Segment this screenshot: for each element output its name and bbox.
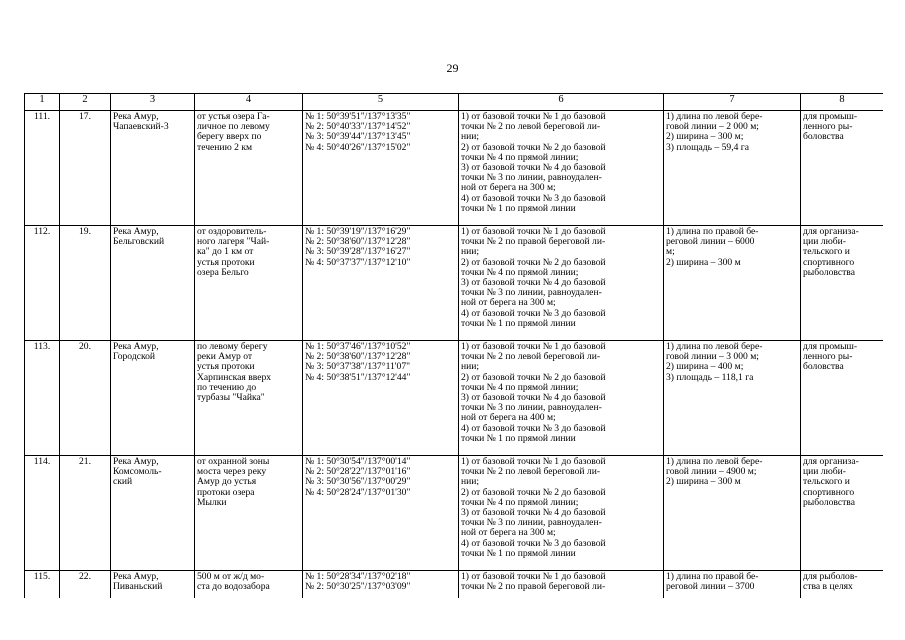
- text-line: 2) ширина – 300 м: [666, 477, 741, 488]
- text-line: нии;: [461, 362, 480, 373]
- text-line: для рыболов-: [803, 572, 858, 582]
- text-line: ский: [113, 477, 133, 488]
- text-line: 4) от базовой точки № 3 до базовой: [461, 193, 606, 204]
- text-line: ста до водозабора: [197, 582, 270, 593]
- text-line: ной от берега на 300 м;: [461, 298, 556, 309]
- column-header: 5: [303, 94, 459, 111]
- text-line: 1) от базовой точки № 1 до базовой: [461, 457, 606, 467]
- coordinates-cell: [303, 341, 459, 456]
- column-header: 8: [801, 94, 884, 111]
- site-number-cell: 21.: [60, 456, 111, 571]
- purpose-cell: [801, 341, 884, 456]
- text-line: № 3: 50°30'56"/137°00'29": [305, 477, 411, 488]
- column-header: 6: [459, 94, 664, 111]
- header-row: [25, 94, 884, 111]
- row-number-cell: 113.: [25, 341, 60, 456]
- purpose-cell: [801, 456, 884, 571]
- text-line: точки № 1 по прямой линии: [461, 318, 576, 329]
- text-line: № 2: 50°40'33"/137°14'52": [305, 122, 411, 133]
- text-line: Чапаевский-3: [113, 122, 169, 133]
- text-line: 4) от базовой точки № 3 до базовой: [461, 308, 606, 319]
- row-number-cell: 112.: [25, 226, 60, 341]
- text-line: ной от берега на 300 м;: [461, 528, 556, 539]
- boundaries-cell: [459, 111, 664, 226]
- text-line: Река Амур,: [113, 112, 159, 122]
- text-line: ной от берега на 400 м;: [461, 413, 556, 424]
- text-line: Река Амур,: [113, 227, 159, 237]
- table-row: [25, 571, 884, 599]
- table-row: [25, 226, 884, 341]
- text-line: Амур до устья: [197, 477, 257, 488]
- text-line: точки № 2 по правой береговой ли-: [461, 582, 606, 593]
- text-line: точки № 4 по прямой линии;: [461, 152, 579, 163]
- column-header: 4: [195, 94, 303, 111]
- text-line: 3) от базовой точки № 4 до базовой: [461, 163, 606, 174]
- text-line: от охранной зоны: [197, 457, 270, 467]
- fishing-sites-table: [24, 93, 883, 598]
- text-line: протоки озера: [197, 487, 255, 498]
- text-line: ленного ры-: [803, 122, 853, 133]
- text-line: устья протоки: [197, 257, 255, 268]
- text-line: ции люби-: [803, 467, 846, 478]
- text-line: тельского и: [803, 477, 850, 488]
- text-line: точки № 1 по прямой линии: [461, 203, 576, 214]
- text-line: № 4: 50°38'51"/137°12'44": [305, 372, 411, 383]
- column-header: 1: [25, 94, 60, 111]
- text-line: для организа-: [803, 227, 859, 237]
- coordinates-cell: [303, 111, 459, 226]
- text-line: 2) ширина – 400 м;: [666, 362, 744, 373]
- text-line: точки № 3 по линии, равноудален-: [461, 288, 602, 299]
- text-line: точки № 4 по прямой линии;: [461, 382, 579, 393]
- text-line: рыболовства: [803, 497, 855, 508]
- text-line: 3) площадь – 118,1 га: [666, 372, 754, 383]
- text-line: 1) от базовой точки № 1 до базовой: [461, 342, 606, 352]
- site-number-cell: 20.: [60, 341, 111, 456]
- dimensions-cell: [664, 341, 801, 456]
- coordinates-cell: [303, 226, 459, 341]
- text-line: спортивного: [803, 257, 855, 268]
- text-line: для промыш-: [803, 342, 858, 352]
- text-line: 2) от базовой точки № 2 до базовой: [461, 257, 606, 268]
- coordinates-cell: [303, 571, 459, 599]
- text-line: по левому берегу: [197, 342, 268, 352]
- site-name-cell: [111, 111, 195, 226]
- text-line: № 4: 50°37'37"/137°12'10": [305, 257, 411, 268]
- text-line: точки № 2 по правой береговой ли-: [461, 237, 606, 248]
- dimensions-cell: [664, 571, 801, 599]
- page-number: 29: [446, 61, 459, 75]
- text-line: берегу вверх по: [197, 132, 262, 143]
- text-line: точки № 4 по прямой линии;: [461, 497, 579, 508]
- text-line: точки № 3 по линии, равноудален-: [461, 173, 602, 184]
- text-line: говой линии – 3 000 м;: [666, 352, 759, 363]
- text-line: 3) площадь – 59,4 га: [666, 142, 749, 153]
- text-line: ка" до 1 км от: [197, 247, 254, 258]
- purpose-cell: [801, 226, 884, 341]
- row-number-cell: 111.: [25, 111, 60, 226]
- text-line: точки № 2 по левой береговой ли-: [461, 122, 601, 133]
- column-header: 7: [664, 94, 801, 111]
- boundaries-cell: [459, 226, 664, 341]
- text-line: турбазы "Чайка": [197, 393, 265, 404]
- text-line: № 3: 50°39'28"/137°16'27": [305, 247, 411, 258]
- text-line: для промыш-: [803, 112, 858, 122]
- table-row: [25, 111, 884, 226]
- text-line: ного лагеря "Чай-: [197, 237, 270, 248]
- text-line: Мылки: [197, 497, 227, 508]
- text-line: нии;: [461, 132, 480, 143]
- site-name-cell: [111, 571, 195, 599]
- column-header: 3: [111, 94, 195, 111]
- text-line: № 2: 50°30'25"/137°03'09": [305, 582, 411, 593]
- text-line: 1) от базовой точки № 1 до базовой: [461, 112, 606, 122]
- text-line: моста через реку: [197, 467, 267, 478]
- text-line: 1) длина по левой бере-: [666, 457, 763, 467]
- text-line: 1) длина по правой бе-: [666, 227, 759, 237]
- site-name-cell: [111, 456, 195, 571]
- text-line: ной от берега на 300 м;: [461, 183, 556, 194]
- text-line: ства в целях: [803, 582, 853, 593]
- text-line: № 4: 50°40'26"/137°15'02": [305, 142, 411, 153]
- text-line: Река Амур,: [113, 457, 159, 467]
- text-line: боловства: [803, 132, 844, 143]
- text-line: 2) от базовой точки № 2 до базовой: [461, 487, 606, 498]
- site-name-cell: [111, 226, 195, 341]
- text-line: Харпинская вверх: [197, 372, 272, 383]
- text-line: № 1: 50°39'19"/137°16'29": [305, 227, 411, 237]
- text-line: нии;: [461, 247, 480, 258]
- text-line: 2) ширина – 300 м: [666, 257, 741, 268]
- text-line: № 3: 50°37'38"/137°11'07": [305, 362, 411, 373]
- fishing-sites-table-wrapper: [24, 93, 883, 598]
- text-line: ленного ры-: [803, 352, 853, 363]
- text-line: 1) длина по правой бе-: [666, 572, 759, 582]
- table-row: [25, 341, 884, 456]
- column-header: 2: [60, 94, 111, 111]
- dimensions-cell: [664, 111, 801, 226]
- site-number-cell: 17.: [60, 111, 111, 226]
- text-line: боловства: [803, 362, 844, 373]
- text-line: нии;: [461, 477, 480, 488]
- text-line: № 1: 50°37'46"/137°10'52": [305, 342, 411, 352]
- location-cell: [195, 456, 303, 571]
- text-line: устья протоки: [197, 362, 255, 373]
- text-line: точки № 2 по левой береговой ли-: [461, 352, 601, 363]
- text-line: Бельговский: [113, 237, 165, 248]
- location-cell: [195, 571, 303, 599]
- text-line: озера Бельго: [197, 267, 249, 278]
- text-line: Река Амур,: [113, 342, 159, 352]
- text-line: по течению до: [197, 382, 257, 393]
- coordinates-cell: [303, 456, 459, 571]
- text-line: рыболовства: [803, 267, 855, 278]
- text-line: 2) от базовой точки № 2 до базовой: [461, 372, 606, 383]
- row-number-cell: 114.: [25, 456, 60, 571]
- purpose-cell: [801, 111, 884, 226]
- site-number-cell: 19.: [60, 226, 111, 341]
- text-line: 1) длина по левой бере-: [666, 112, 763, 122]
- text-line: 1) от базовой точки № 1 до базовой: [461, 227, 606, 237]
- location-cell: [195, 111, 303, 226]
- text-line: ции люби-: [803, 237, 846, 248]
- text-line: для организа-: [803, 457, 859, 467]
- text-line: 500 м от ж/д мо-: [197, 572, 265, 582]
- site-number-cell: 22.: [60, 571, 111, 599]
- row-number-cell: 115.: [25, 571, 60, 599]
- location-cell: [195, 226, 303, 341]
- boundaries-cell: [459, 571, 664, 599]
- text-line: Пиваньский: [113, 582, 163, 593]
- text-line: тельского и: [803, 247, 850, 258]
- table-body: [25, 111, 884, 599]
- text-line: Комсомоль-: [113, 467, 162, 478]
- text-line: 3) от базовой точки № 4 до базовой: [461, 508, 606, 519]
- text-line: 3) от базовой точки № 4 до базовой: [461, 278, 606, 289]
- text-line: № 2: 50°38'60"/137°12'28": [305, 237, 411, 248]
- boundaries-cell: [459, 456, 664, 571]
- text-line: точки № 1 по прямой линии: [461, 548, 576, 559]
- text-line: 4) от базовой точки № 3 до базовой: [461, 538, 606, 549]
- text-line: от оздоровитель-: [197, 227, 267, 237]
- table-row: [25, 456, 884, 571]
- boundaries-cell: [459, 341, 664, 456]
- text-line: точки № 2 по левой береговой ли-: [461, 467, 601, 478]
- text-line: 2) от базовой точки № 2 до базовой: [461, 142, 606, 153]
- text-line: 1) длина по левой бере-: [666, 342, 763, 352]
- text-line: 3) от базовой точки № 4 до базовой: [461, 393, 606, 404]
- text-line: № 3: 50°39'44"/137°13'45": [305, 132, 411, 143]
- text-line: 4) от базовой точки № 3 до базовой: [461, 423, 606, 434]
- text-line: № 2: 50°38'60"/137°12'28": [305, 352, 411, 363]
- text-line: № 1: 50°39'51"/137°13'35": [305, 112, 411, 122]
- text-line: спортивного: [803, 487, 855, 498]
- text-line: говой линии – 4900 м;: [666, 467, 757, 478]
- text-line: реки Амур от: [197, 352, 253, 363]
- site-name-cell: [111, 341, 195, 456]
- text-line: точки № 3 по линии, равноудален-: [461, 403, 602, 414]
- text-line: точки № 1 по прямой линии: [461, 433, 576, 444]
- text-line: м;: [666, 247, 675, 258]
- text-line: Река Амур,: [113, 572, 159, 582]
- dimensions-cell: [664, 226, 801, 341]
- text-line: № 1: 50°28'34"/137°02'18": [305, 572, 411, 582]
- text-line: № 1: 50°30'54"/137°00'14": [305, 457, 411, 467]
- text-line: 2) ширина – 300 м;: [666, 132, 744, 143]
- location-cell: [195, 341, 303, 456]
- text-line: от устья озера Га-: [197, 112, 270, 122]
- text-line: реговой линии – 3700: [666, 582, 755, 593]
- text-line: говой линии – 2 000 м;: [666, 122, 759, 133]
- purpose-cell: [801, 571, 884, 599]
- text-line: течению 2 км: [197, 142, 253, 153]
- text-line: личное по левому: [197, 122, 270, 133]
- text-line: точки № 4 по прямой линии;: [461, 267, 579, 278]
- dimensions-cell: [664, 456, 801, 571]
- text-line: № 2: 50°28'22"/137°01'16": [305, 467, 411, 478]
- text-line: Городской: [113, 352, 156, 363]
- text-line: точки № 3 по линии, равноудален-: [461, 518, 602, 529]
- text-line: № 4: 50°28'24"/137°01'30": [305, 487, 411, 498]
- text-line: 1) от базовой точки № 1 до базовой: [461, 572, 606, 582]
- text-line: реговой линии – 6000: [666, 237, 755, 248]
